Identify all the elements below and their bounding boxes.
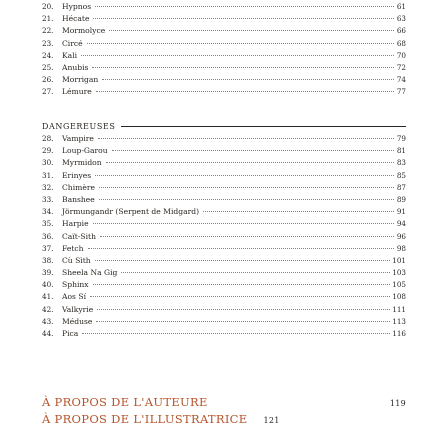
dot-leader [95,6,394,7]
toc-entry[interactable] [42,157,406,169]
entry-page: 98 [396,243,406,253]
dot-leader [121,272,390,273]
entry-page: 61 [396,2,406,11]
entry-title: Caït-Sith [62,231,96,241]
entry-title: Sheela Na Gig [62,268,118,278]
dot-leader [98,138,394,139]
entry-number: 44. [42,329,54,338]
back-matter-entry-illustrator[interactable] [42,412,406,426]
entry-title: Aos Sí [62,292,86,302]
toc-entry[interactable] [42,206,406,218]
entry-title: Loup-Garou [62,146,108,156]
entry-page: 85 [396,170,406,180]
entry-number: 24. [42,50,54,60]
toc-entry[interactable] [42,328,406,340]
entry-title: Morrigan [62,75,99,85]
dot-leader [99,187,394,188]
entry-page: 72 [396,62,406,72]
toc-entry[interactable] [42,1,406,13]
entry-page: 105 [392,280,406,290]
toc-entry[interactable] [42,170,406,182]
entry-number: 30. [42,158,54,168]
dot-leader [100,236,394,237]
entry-number: 36. [42,231,54,241]
entry-title: Hypnos [62,2,92,11]
entry-number: 23. [42,38,54,48]
entry-title: Jörmungandr (Serpent de Midgard) [62,207,200,217]
entry-number: 33. [42,194,54,204]
toc-entry[interactable] [42,279,406,291]
dot-leader [102,79,394,80]
entry-number: 32. [42,182,54,192]
toc-list-top [42,1,406,99]
entry-page: 79 [396,134,406,143]
entry-number: 25. [42,62,54,72]
entry-title: Banshee [62,194,95,204]
toc-entry[interactable] [42,291,406,303]
entry-page: 89 [396,194,406,204]
entry-page: 63 [396,14,406,24]
dot-leader [81,55,394,56]
entry-page: 103 [392,268,406,278]
back-matter-page: 119 [389,399,406,408]
toc-entry[interactable] [42,243,406,255]
toc-entry[interactable] [42,50,406,62]
toc-entry[interactable] [42,74,406,86]
back-matter-title: À PROPOS DE L'AUTEURE [42,395,208,409]
toc-entry[interactable] [42,304,406,316]
entry-title: Hécate [62,14,90,24]
toc-entry[interactable] [42,267,406,279]
entry-title: Anubis [62,62,89,72]
entry-page: 113 [392,316,406,326]
entry-number: 38. [42,255,54,265]
dot-leader [93,18,394,19]
entry-number: 22. [42,26,54,36]
toc-entry[interactable] [42,25,406,37]
entry-number: 41. [42,292,54,302]
toc-list-bottom [42,133,406,340]
dot-leader [99,199,394,200]
dot-leader [96,321,390,322]
entry-page: 94 [396,219,406,229]
toc-entry[interactable] [42,38,406,50]
section-label: DANGEREUSES [42,121,116,131]
entry-number: 28. [42,134,54,143]
dot-leader [87,43,394,44]
entry-page: 70 [396,50,406,60]
entry-page: 77 [396,87,406,97]
toc-entry[interactable] [42,133,406,145]
entry-page: 116 [392,329,406,338]
dot-leader [93,284,391,285]
dot-leader [97,309,390,310]
toc-entry[interactable] [42,145,406,157]
dot-leader [95,260,391,261]
entry-title: Pica [62,329,79,338]
dot-leader [203,211,394,212]
back-matter-page: 121 [263,416,280,425]
entry-number: 31. [42,170,54,180]
entry-page: 74 [396,75,406,85]
entry-title: Circé [62,38,83,48]
entry-page: 66 [396,26,406,36]
entry-number: 42. [42,304,54,314]
entry-title: Fetch [62,243,84,253]
entry-title: Sphinx [62,280,89,290]
entry-title: Méduse [62,316,93,326]
entry-title: Vampire [62,134,94,143]
toc-entry[interactable] [42,194,406,206]
entry-number: 37. [42,243,54,253]
toc-entry[interactable] [42,182,406,194]
toc-entry[interactable] [42,231,406,243]
toc-entry[interactable] [42,218,406,230]
toc-entry[interactable] [42,62,406,74]
toc-entry[interactable] [42,316,406,328]
entry-page: 111 [392,304,406,314]
entry-title: Mormolyce [62,26,106,36]
entry-page: 91 [396,207,406,217]
entry-page: 81 [396,146,406,156]
section-heading [42,119,406,133]
dot-leader [82,333,390,334]
dot-leader [95,175,394,176]
entry-title: Myrmidon [62,158,102,168]
entry-title: Kali [62,50,78,60]
entry-number: 20. [42,2,54,11]
entry-title: Cù Sìth [62,255,91,265]
entry-page: 96 [396,231,406,241]
entry-number: 26. [42,75,54,85]
entry-page: 68 [396,38,406,48]
dot-leader [112,150,394,151]
back-matter-entry-author[interactable] [42,395,406,409]
back-matter-title: À PROPOS DE L'ILLUSTRATRICE [42,412,248,426]
dot-leader [92,67,394,68]
entry-number: 43. [42,316,54,326]
dot-leader [93,223,394,224]
entry-number: 34. [42,207,54,217]
entry-title: Harpie [62,219,89,229]
toc-entry[interactable] [42,13,406,25]
entry-number: 35. [42,219,54,229]
toc-entry[interactable] [42,255,406,267]
dot-leader [106,162,394,163]
entry-page: 108 [392,292,406,302]
entry-title: Erinyes [62,170,92,180]
toc-entry[interactable] [42,86,406,98]
dot-leader [96,91,394,92]
dot-leader [109,30,394,31]
entry-number: 29. [42,146,54,156]
entry-number: 39. [42,268,54,278]
entry-page: 87 [396,182,406,192]
entry-page: 101 [392,255,406,265]
entry-title: Lémure [62,87,92,97]
dot-leader [88,248,394,249]
entry-title: Chimère [62,182,95,192]
entry-number: 27. [42,87,54,97]
entry-title: Valkyrie [62,304,94,314]
entry-page: 83 [396,158,406,168]
entry-number: 21. [42,14,54,24]
dot-leader [90,296,390,297]
section-rule [121,126,406,127]
entry-number: 40. [42,280,54,290]
